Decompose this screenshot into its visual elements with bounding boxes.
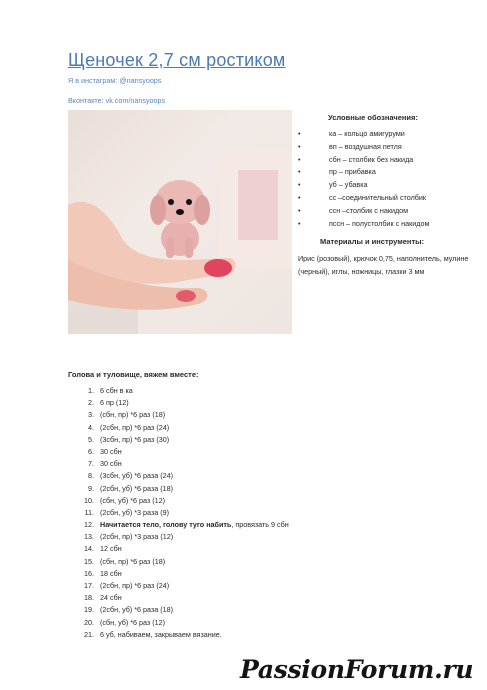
step-number: 6. (88, 446, 94, 456)
step-number: 16. (84, 568, 94, 578)
step-number: 4. (88, 422, 94, 432)
step-text: 30 сбн (100, 459, 122, 469)
bullet-icon: • (298, 141, 301, 151)
step-text: 6 пр (12) (100, 398, 129, 408)
step-number: 2. (88, 398, 94, 408)
step-number: 9. (88, 483, 94, 493)
step-text: (3сбн, пр) *6 раз (30) (100, 434, 170, 444)
step-number: 18. (84, 593, 94, 603)
bullet-icon: • (298, 129, 301, 138)
step-text: (3сбн, уб) *6 раза (24) (100, 471, 174, 481)
legend-item-text: пр – прибавка (329, 167, 376, 177)
bullet-icon: • (298, 205, 301, 215)
step-number: 20. (84, 617, 94, 627)
step-text: (сбн, пр) *6 раз (18) (100, 410, 166, 420)
step-number: 7. (88, 459, 94, 469)
step-number: 12. (84, 520, 94, 530)
step-number: 19. (84, 605, 94, 615)
puppy-photo (68, 110, 292, 334)
bullet-icon: • (298, 218, 301, 228)
materials-title: Материалы и инструменты: (320, 237, 425, 246)
step-number: 21. (84, 629, 94, 639)
step-text: (сбн, уб) *6 раз (12) (100, 617, 166, 627)
legend-item-text: ка – кольцо амигуруми (329, 129, 405, 138)
site-watermark: PassionForum.ru (240, 655, 474, 684)
legend-title: Условные обозначения: (328, 113, 418, 122)
step-number: 13. (84, 532, 94, 542)
step-text: 30 сбн (100, 446, 122, 456)
step-number: 10. (84, 495, 94, 505)
legend-item-text: вп – воздушная петля (329, 141, 402, 151)
step-text: 18 сбн (100, 568, 122, 578)
step-text: 12 сбн (100, 544, 122, 554)
step-text: (сбн, пр) *6 раз (18) (100, 556, 166, 566)
bullet-icon: • (298, 192, 301, 202)
legend-item-text: сбн – столбик без накида (329, 154, 414, 164)
step-text: (2сбн, уб) *6 раза (18) (100, 605, 174, 615)
step-number: 5. (88, 434, 94, 444)
instagram-line[interactable]: Я в инстаграм: @nansyoops (68, 76, 162, 85)
legend-item-text: уб – убавка (329, 180, 368, 190)
bullet-icon: • (298, 180, 301, 190)
step-bold-text: Начитается тело, голову туго набить (100, 520, 232, 530)
step-text: (2сбн, пр) *6 раз (24) (100, 581, 170, 590)
page-title[interactable]: Щеночек 2,7 см ростиком (68, 50, 286, 70)
legend-item-text: пссн – полустолбик с накидом (329, 218, 430, 228)
step-number: 11. (84, 507, 94, 517)
step-text: 6 сбн в ка (100, 386, 133, 395)
step-number: 8. (88, 471, 94, 481)
materials-text: Ирис (розовый), крючок 0,75, наполнитель, мулине (черный), иглы, ножницы, глазки 3 мм (298, 254, 469, 276)
legend-item-text: ссн –столбик с накидом (329, 205, 409, 215)
vk-line[interactable]: Вконтакте: vk.com/nansyoops (68, 96, 166, 105)
step-text-composite (100, 520, 289, 529)
step-number: 3. (88, 410, 94, 420)
step-number: 17. (84, 581, 94, 590)
step-text: (сбн, уб) *6 раз (12) (100, 495, 166, 505)
step-number: 15. (84, 556, 94, 566)
step-text: (2сбн, пр) *3 раза (12) (100, 532, 174, 542)
step-text: 6 уб, набиваем, закрываем вязание. (100, 629, 222, 639)
step-text: (2сбн, пр) *6 раз (24) (100, 422, 170, 432)
step-text: (2сбн, уб) *6 раза (18) (100, 483, 174, 493)
step-text: , провязать 9 сбн (231, 520, 289, 530)
step-number: 14. (84, 544, 94, 554)
puppy-photo-illustration (68, 110, 292, 334)
section-title: Голова и туловище, вяжем вместе: (68, 370, 199, 379)
bullet-icon: • (298, 167, 301, 177)
bullet-icon: • (298, 154, 301, 164)
step-text: (2сбн, уб) *3 раза (9) (100, 507, 170, 517)
step-text: 24 сбн (100, 593, 122, 603)
step-number: 1. (88, 386, 94, 395)
legend-item-text: сс –соединительный столбик (329, 192, 427, 202)
